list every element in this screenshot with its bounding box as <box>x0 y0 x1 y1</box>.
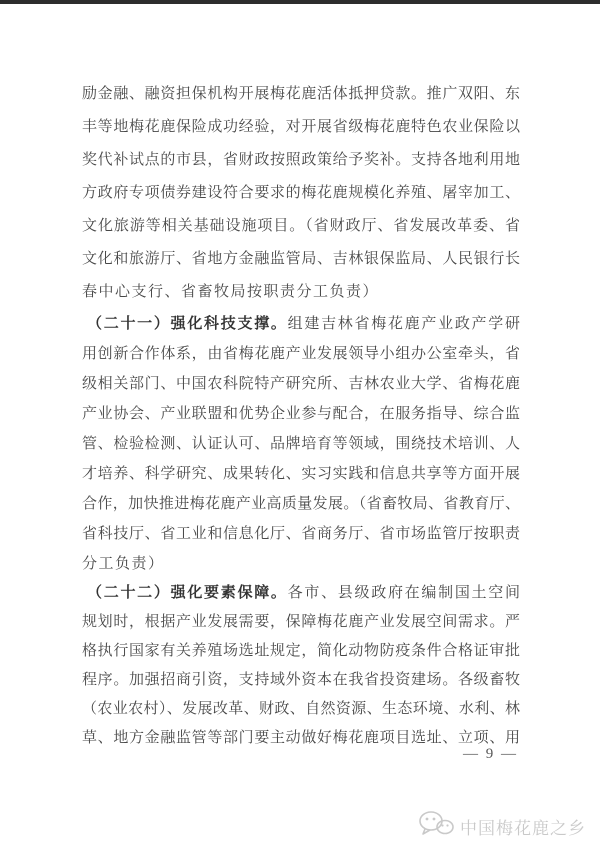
text-line: 文化和旅游厅、省地方金融监管局、吉林银保监局、人民银行长 <box>82 251 520 267</box>
text-line: 分工负责） <box>82 556 165 572</box>
paragraph-item-22 <box>82 579 520 753</box>
watermark-text: 中国梅花鹿之乡 <box>460 819 586 838</box>
section-heading: （二十一）强化科技支撑。 <box>87 316 288 332</box>
text-line: 用创新合作体系，由省梅花鹿产业发展领导小组办公室牵头，省 <box>82 346 520 362</box>
text-line: 管、检验检测、认证认可、品牌培育等领域，围绕技术培训、人 <box>82 436 520 452</box>
page-number: — 9 — <box>463 746 518 762</box>
watermark <box>418 810 586 843</box>
text-line <box>82 579 520 608</box>
scan-edge-rule <box>0 0 600 4</box>
section-heading: （二十二）强化要素保障。 <box>87 585 288 601</box>
paragraph-item-21 <box>82 309 520 579</box>
text-line: （农业农村）、发展改革、财政、自然资源、生态环境、水利、林 <box>82 701 520 717</box>
text-line: 丰等地梅花鹿保险成功经验，对开展省级梅花鹿特色农业保险以 <box>82 119 520 135</box>
wechat-logo-icon <box>418 810 454 843</box>
text-run: 各市、县级政府在编制国土空间 <box>287 585 520 601</box>
text-run: 组建吉林省梅花鹿产业政产学研 <box>287 316 520 332</box>
paragraph-continuation <box>82 78 520 309</box>
text-line <box>82 309 520 339</box>
text-line: 规划时，根据产业发展需要，保障梅花鹿产业发展空间需求。严 <box>82 614 520 630</box>
text-line: 级相关部门、中国农科院特产研究所、吉林农业大学、省梅花鹿 <box>82 376 520 392</box>
document-text-column <box>82 78 520 753</box>
text-line: 省科技厅、省工业和信息化厅、省商务厅、省市场监管厅按职责 <box>82 526 520 542</box>
text-line: 格执行国家有关养殖场选址规定，简化动物防疫条件合格证审批 <box>82 643 520 659</box>
text-line: 励金融、融资担保机构开展梅花鹿活体抵押贷款。推广双阳、东 <box>82 86 520 102</box>
text-line: 春中心支行、省畜牧局按职责分工负责） <box>82 284 380 300</box>
text-line: 程序。加强招商引资，支持域外资本在我省投资建场。各级畜牧 <box>82 672 520 688</box>
text-line: 文化旅游等相关基础设施项目。（省财政厅、省发展改革委、省 <box>82 218 520 234</box>
text-line: 合作，加快推进梅花鹿产业高质量发展。（省畜牧局、省教育厅、 <box>82 496 520 512</box>
text-line: 方政府专项债券建设符合要求的梅花鹿规模化养殖、屠宰加工、 <box>82 185 520 201</box>
text-line: 奖代补试点的市县，省财政按照政策给予奖补。支持各地利用地 <box>82 152 520 168</box>
text-line: 才培养、科学研究、成果转化、实习实践和信息共享等方面开展 <box>82 466 520 482</box>
text-line: 草、地方金融监管等部门要主动做好梅花鹿项目选址、立项、用 <box>82 730 520 746</box>
text-line: 产业协会、产业联盟和优势企业参与配合，在服务指导、综合监 <box>82 406 520 422</box>
